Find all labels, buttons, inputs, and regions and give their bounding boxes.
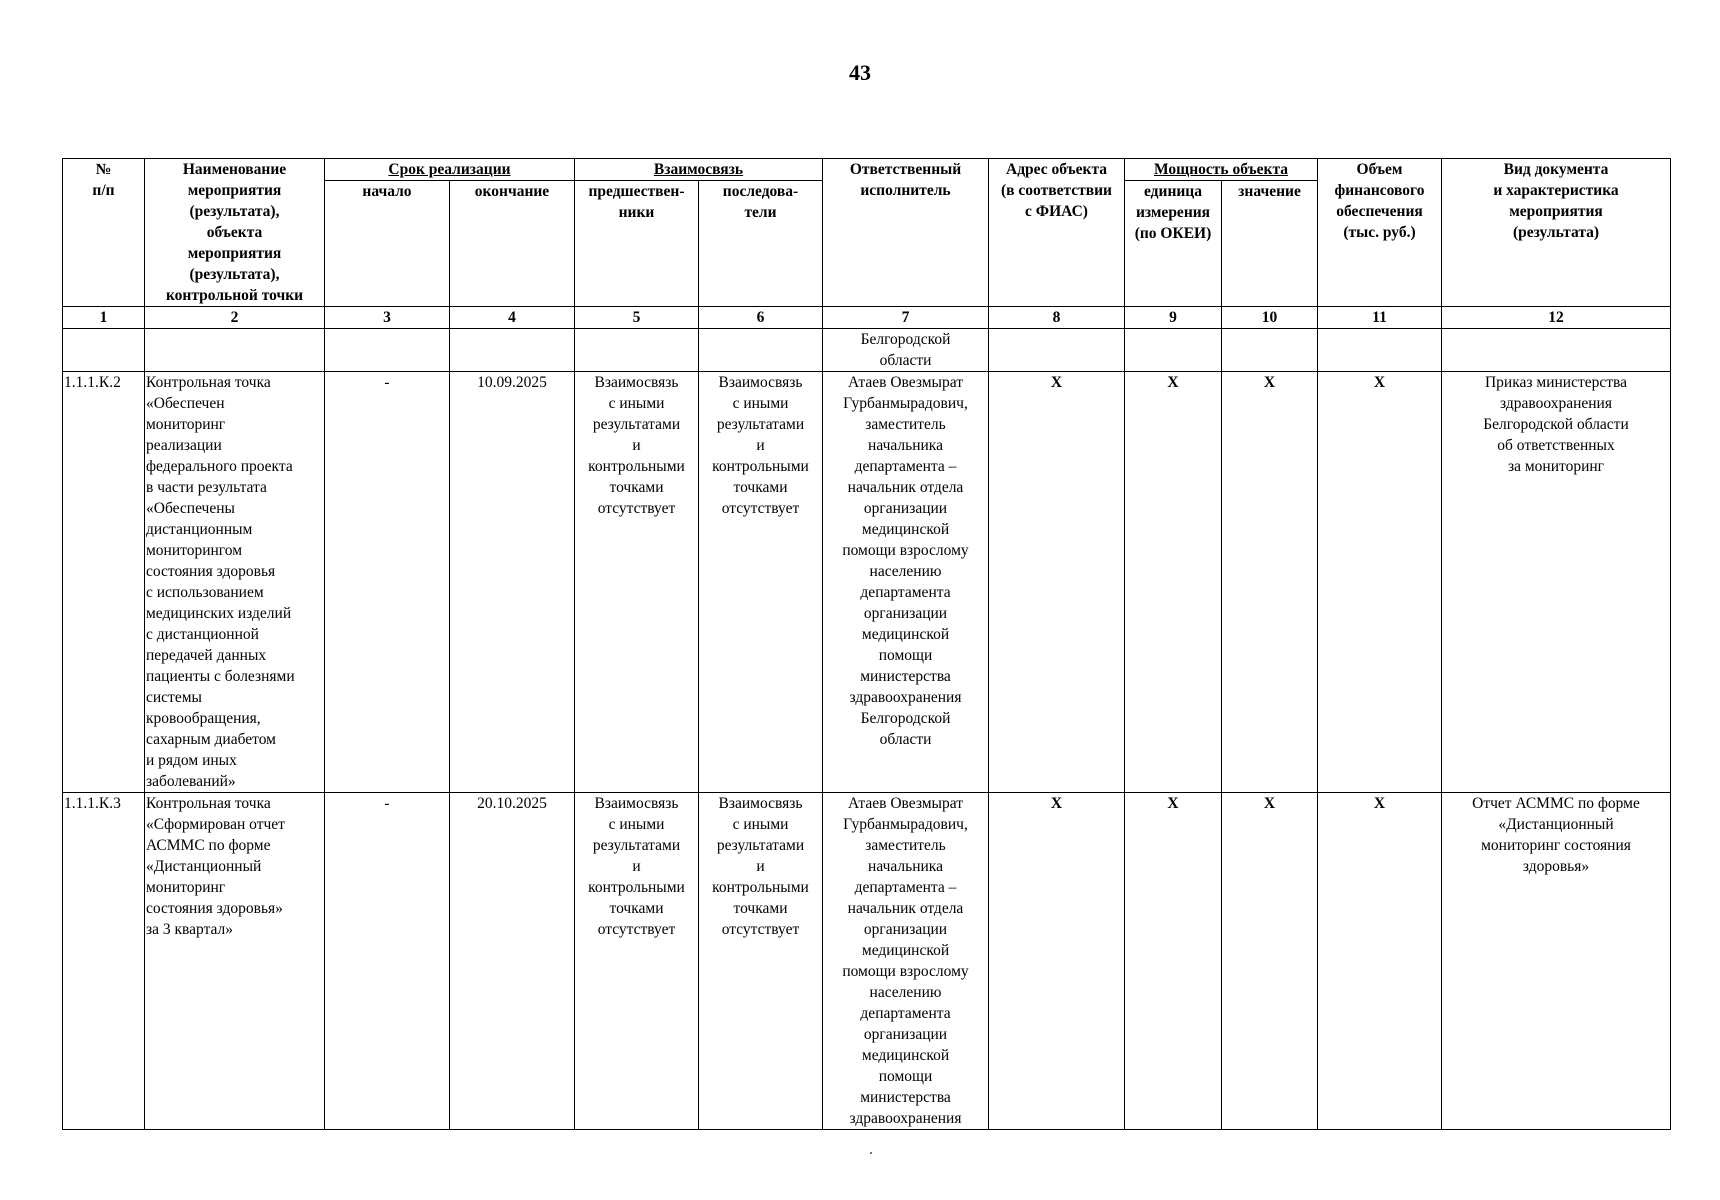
row-finance: Х — [1318, 372, 1442, 793]
text-line: отсутствует — [721, 921, 800, 938]
text-line: об ответственных — [1497, 437, 1615, 454]
text-line: помощи — [878, 1068, 933, 1085]
text-line: точками — [609, 900, 664, 917]
text-line: состояния здоровья — [146, 563, 276, 580]
text-line: (результата) — [1512, 224, 1600, 241]
text-line: «Обеспечен — [146, 395, 225, 412]
text-line: департамента — [860, 584, 951, 601]
text-line: помощи взрослому — [842, 963, 969, 980]
row-start: - — [325, 372, 450, 793]
implementation-plan-table — [62, 158, 1671, 1130]
text-line: результатами — [592, 837, 681, 854]
text-line: начальника — [868, 437, 943, 454]
table-row — [63, 793, 1671, 1130]
text-line: здравоохранения — [849, 689, 962, 706]
row-responsible — [823, 793, 989, 1130]
text-line: населению — [869, 563, 942, 580]
text-line: и — [632, 437, 641, 454]
text-line: мониторинг состояния — [1481, 837, 1631, 854]
header-capacity-group: Мощность объекта — [1125, 159, 1318, 181]
text-line: контрольными — [712, 458, 809, 475]
column-number: 9 — [1125, 307, 1222, 329]
row-address: Х — [989, 372, 1125, 793]
text-line: Объем — [1356, 161, 1403, 178]
text-line: помощи — [878, 647, 933, 664]
text-line: Взаимосвязь — [718, 795, 803, 812]
text-line: передачей данных — [146, 647, 267, 664]
text-line: системы — [146, 689, 202, 706]
text-line: области — [879, 731, 932, 748]
column-number: 10 — [1222, 307, 1318, 329]
text-line: заместитель — [865, 837, 946, 854]
column-number: 3 — [325, 307, 450, 329]
row-responsible — [823, 372, 989, 793]
text-line: дистанционным — [146, 521, 253, 538]
text-line: (по ОКЕИ) — [1134, 225, 1212, 243]
text-line: Гурбанмырадович, — [843, 816, 968, 833]
text-line: с иными — [608, 395, 665, 412]
row-successors — [699, 793, 823, 1130]
text-line: начальник отдела — [847, 479, 964, 496]
text-line: АСММС по форме — [146, 837, 271, 854]
row-predecessors — [575, 793, 699, 1130]
text-line: (тыс. руб.) — [1343, 224, 1416, 241]
text-line: контрольной точки — [165, 287, 304, 304]
text-line: начальника — [868, 858, 943, 875]
text-line: министерства — [860, 668, 951, 685]
text-line: точками — [733, 900, 788, 917]
header-successors — [699, 181, 823, 307]
text-line: здравоохранения — [849, 1110, 962, 1127]
column-number: 7 — [823, 307, 989, 329]
text-line: (в соответствии — [1001, 182, 1112, 199]
column-number: 4 — [450, 307, 575, 329]
text-line: сахарным диабетом — [146, 731, 276, 748]
text-line: здоровья» — [1522, 858, 1590, 875]
header-period-group: Срок реализации — [325, 159, 575, 181]
text-line: последова- — [722, 183, 799, 201]
text-line: медицинских изделий — [146, 605, 292, 622]
text-line: Контрольная точка — [146, 795, 271, 812]
text-line: Контрольная точка — [146, 374, 271, 391]
text-line: «Сформирован отчет — [146, 816, 285, 833]
text-line: начальник отдела — [847, 900, 964, 917]
text-line: Гурбанмырадович, — [843, 395, 968, 412]
text-line: мероприятия — [187, 245, 282, 262]
text-line: заболеваний» — [146, 773, 236, 790]
text-line: Белгородской — [860, 331, 951, 348]
text-line: финансового — [1334, 182, 1425, 199]
text-line: измерения — [1135, 204, 1211, 222]
text-line: организации — [863, 921, 948, 938]
page-number: 43 — [849, 60, 871, 85]
header-address — [989, 159, 1125, 307]
text-line: организации — [863, 1026, 948, 1043]
column-number: 12 — [1442, 307, 1671, 329]
row-number: 1.1.1.К.2 — [63, 372, 145, 793]
text-line: области — [879, 352, 932, 369]
text-line: организации — [863, 605, 948, 622]
column-number: 2 — [145, 307, 325, 329]
text-line: результатами — [716, 837, 805, 854]
text-line: организации — [863, 500, 948, 517]
header-end: окончание — [450, 181, 575, 307]
text-line: ники — [618, 204, 655, 222]
header-link-group: Взаимосвязь — [575, 159, 823, 181]
text-line: «Обеспечены — [146, 500, 235, 517]
text-line: кровообращения, — [146, 710, 261, 727]
text-line: единица — [1144, 183, 1202, 201]
text-line: «Дистанционный — [1498, 816, 1614, 833]
column-number: 6 — [699, 307, 823, 329]
text-line: медицинской — [861, 1047, 950, 1064]
row-name — [145, 793, 325, 1130]
text-line: и рядом иных — [146, 752, 237, 769]
text-line: обеспечения — [1336, 203, 1423, 220]
text-line: Наименование — [182, 161, 287, 178]
text-line: Взаимосвязь — [594, 374, 679, 391]
row-end: 10.09.2025 — [450, 372, 575, 793]
text-line: населению — [869, 984, 942, 1001]
text-line: департамента — [860, 1005, 951, 1022]
header-predecessors — [575, 181, 699, 307]
text-line: Взаимосвязь — [718, 374, 803, 391]
header-value: значение — [1222, 181, 1318, 307]
text-line: исполнитель — [860, 182, 951, 199]
text-line: и характеристика — [1493, 182, 1619, 199]
text-line: Приказ министерства — [1484, 374, 1628, 391]
text-line: п/п — [92, 182, 115, 199]
text-line: (результата), — [189, 266, 280, 283]
text-line: и — [756, 858, 765, 875]
text-line: предшествен- — [588, 183, 685, 201]
text-line: Адрес объекта — [1006, 161, 1107, 178]
column-number: 11 — [1318, 307, 1442, 329]
text-line: точками — [609, 479, 664, 496]
text-line: мониторинг — [146, 879, 226, 896]
column-number: 1 — [63, 307, 145, 329]
text-line: Атаев Овезмырат — [848, 795, 963, 812]
row-document — [1442, 793, 1671, 1130]
text-line: отсутствует — [597, 921, 676, 938]
text-line: объекта — [206, 224, 263, 241]
text-line: Вид документа — [1503, 161, 1609, 178]
row-name — [145, 372, 325, 793]
text-line: федерального проекта — [146, 458, 293, 475]
row-start: - — [325, 793, 450, 1130]
text-line: за 3 квартал» — [146, 921, 234, 938]
header-responsible — [823, 159, 989, 307]
text-line: мероприятия — [187, 182, 282, 199]
text-line: с использованием — [146, 584, 264, 601]
header-name — [145, 159, 325, 307]
table-row — [63, 372, 1671, 793]
continuation-row — [63, 329, 1671, 372]
text-line: департамента – — [854, 879, 957, 896]
text-line: Белгородской области — [1483, 416, 1629, 433]
text-line: контрольными — [588, 458, 685, 475]
text-line: с ФИАС) — [1025, 203, 1088, 220]
text-line: мероприятия — [1509, 203, 1603, 220]
text-line: (результата), — [189, 203, 280, 220]
scan-speck — [870, 1152, 872, 1154]
row-value: Х — [1222, 793, 1318, 1130]
header-start: начало — [325, 181, 450, 307]
text-line: Ответственный — [849, 161, 962, 178]
header-row — [63, 159, 1671, 181]
text-line: № — [95, 161, 112, 178]
text-line: контрольными — [712, 879, 809, 896]
header-finance — [1318, 159, 1442, 307]
text-line: заместитель — [865, 416, 946, 433]
text-line: контрольными — [588, 879, 685, 896]
text-line: с иными — [732, 395, 789, 412]
text-line: с иными — [608, 816, 665, 833]
text-line: здравоохранения — [1500, 395, 1612, 412]
row-unit: Х — [1125, 793, 1222, 1130]
text-line: министерства — [860, 1089, 951, 1106]
row-finance: Х — [1318, 793, 1442, 1130]
text-line: реализации — [146, 437, 222, 454]
text-line: Атаев Овезмырат — [848, 374, 963, 391]
row-successors — [699, 372, 823, 793]
text-line: Белгородской — [860, 710, 951, 727]
text-line: отсутствует — [597, 500, 676, 517]
header-document — [1442, 159, 1671, 307]
row-number: 1.1.1.К.3 — [63, 793, 145, 1130]
text-line: «Дистанционный — [146, 858, 262, 875]
text-line: и — [756, 437, 765, 454]
text-line: мониторингом — [146, 542, 243, 559]
text-line: медицинской — [861, 626, 950, 643]
text-line: медицинской — [861, 942, 950, 959]
row-address: Х — [989, 793, 1125, 1130]
column-numbers-row — [63, 307, 1671, 329]
text-line: Отчет АСММС по форме — [1472, 795, 1640, 812]
text-line: помощи взрослому — [842, 542, 969, 559]
row-predecessors — [575, 372, 699, 793]
text-line: мониторинг — [146, 416, 226, 433]
header-number — [63, 159, 145, 307]
text-line: состояния здоровья» — [146, 900, 283, 917]
text-line: с дистанционной — [146, 626, 259, 643]
text-line: в части результата — [146, 479, 267, 496]
row-document — [1442, 372, 1671, 793]
text-line: и — [632, 858, 641, 875]
text-line: департамента – — [854, 458, 957, 475]
row-unit: Х — [1125, 372, 1222, 793]
text-line: пациенты с болезнями — [146, 668, 295, 685]
text-line: результатами — [716, 416, 805, 433]
text-line: точками — [733, 479, 788, 496]
row-value: Х — [1222, 372, 1318, 793]
text-line: с иными — [732, 816, 789, 833]
column-number: 8 — [989, 307, 1125, 329]
text-line: тели — [744, 204, 777, 222]
text-line: отсутствует — [721, 500, 800, 517]
header-unit — [1125, 181, 1222, 307]
column-number: 5 — [575, 307, 699, 329]
continuation-responsible — [823, 329, 989, 372]
text-line: медицинской — [861, 521, 950, 538]
text-line: Взаимосвязь — [594, 795, 679, 812]
row-end: 20.10.2025 — [450, 793, 575, 1130]
text-line: за мониторинг — [1507, 458, 1605, 475]
text-line: результатами — [592, 416, 681, 433]
